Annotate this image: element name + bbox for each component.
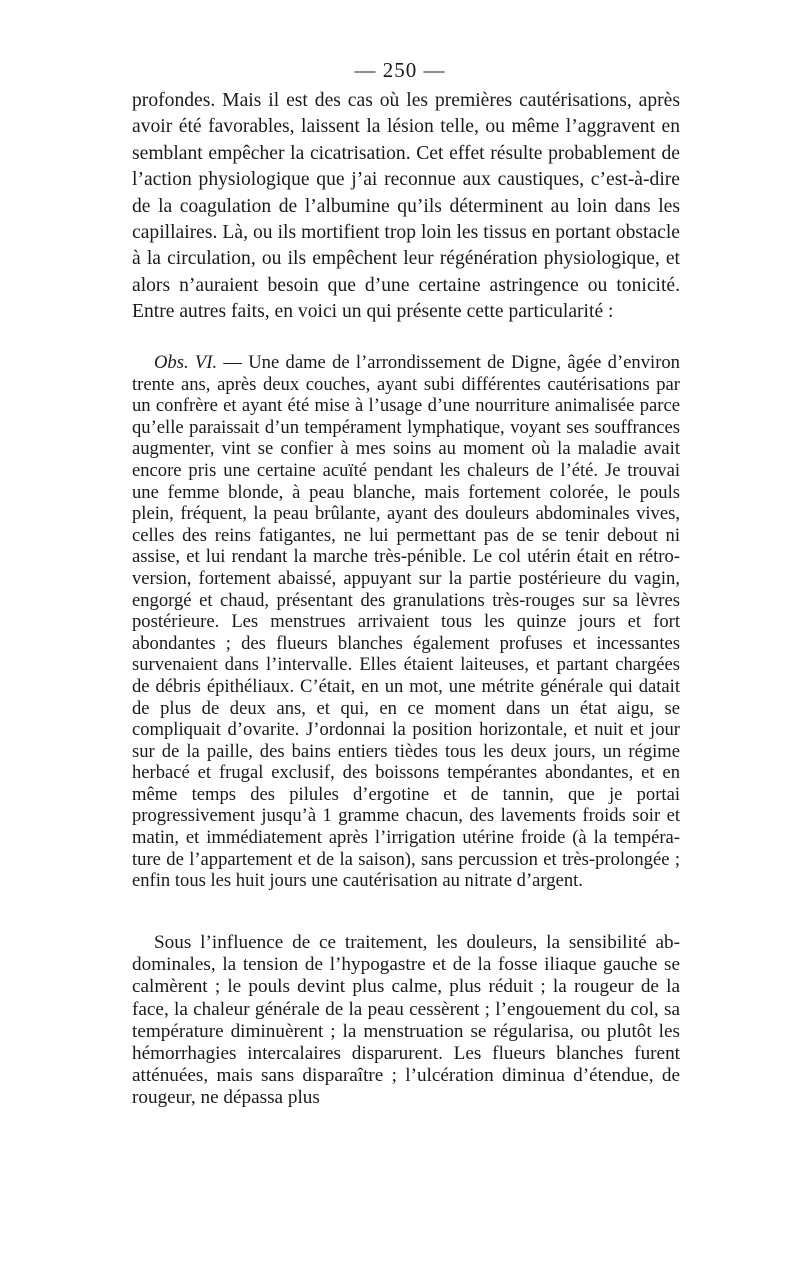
paragraph-treatment-result <box>132 932 680 1110</box>
observation-label: Obs. VI. <box>154 352 218 373</box>
observation-text: — Une dame de l’arrondissement de Digne, âgée d’environ trente ans, après deux couches, ayant subi différentes cautérisations par un confrère et ayant été mise à l’usage d’une nourriture animalisée parce qu’elle paraissait d’un tempérament lymphatique, voyant ses souffrances augmenter, vint se confier à mes soins au moment où la maladie avait encore pris une certaine acuïté pendant les chaleurs de l’été. Je trouvai une femme blonde, à peau blanche, mais fortement colorée, le pouls plein, fréquent, la peau brûlante, ayant des douleurs abdominales vives, celles des reins fatigantes, ne lui permettant pas de se tenir debout ni assise, et lui rendant la marche très-pénible. Le col utérin était en rétroversion, fortement abaissé, appuyant sur la partie postérieure du vagin, engorgé et chaud, présentant des granulations très-rouges sur sa lèvres postérieure. Les menstrues arrivaient tous les quinze jours et fort abondantes ; des flueurs blanches également profuses et incessantes survenaient dans l’intervalle. Elles étaient laiteuses, et partant chargées de débris épithéliaux. C’était, en un mot, une métrite générale qui datait de plus de deux ans, et qui, en ce moment dans un état aigu, se compliquait d’ovarite. J’ordonnai la position horizontale, et nuit et jour sur de la paille, des bains entiers tièdes tous les deux jours, un régime herbacé et frugal exclusif, des boissons tempérantes abondantes, et en même temps des pilules d’ergotine et de tannin, que je portai progressivement jusqu’à 1 gramme chacun, des lavements froids soir et matin, et immédiatement après l’irrigation utérine froide (à la température de l’appartement et de la saison), sans percussion et très-prolongée ; enfin tous les huit jours une cautérisation au nitrate d’argent. <box>132 352 680 892</box>
paragraph-intro: profondes. Mais il est des cas où les premières cautérisations, après avoir été favorables, laissent la lésion telle, ou même l’aggravent en semblant empêcher la cicatrisation. Cet effet résulte probablement de l’action physiologique que j’ai reconnue aux caustiques, c’est-à-dire de la coagulation de l’albumine qu’ils déterminent au loin dans les capillaires. Là, ou ils mortifient trop loin les tissus en portant obstacle à la circulation, ou ils empêchent leur régénération physiologique, et alors n’auraient besoin que d’une certaine astringence ou tonicité. Entre autres faits, en voici un qui présente cette particularité : <box>132 90 680 323</box>
treatment-result-text: Sous l’influence de ce traitement, les douleurs, la sensibilité abdominales, la tension de l’hypogastre et de la fosse iliaque gauche se calmèrent ; le pouls devint plus calme, plus réduit ; la rougeur de la face, la chaleur générale de la peau cessèrent ; l’engouement du col, sa température diminuèrent ; la menstruation se régularisa, ou plutôt les hémorrhagies intercalaires disparurent. Les flueurs blanches furent atténuées, mais sans disparaître ; l’ulcération diminua d’étendue, de rougeur, ne dépassa plus <box>132 932 680 1109</box>
page-number: — 250 — <box>354 58 446 82</box>
paragraph-observation <box>132 352 680 892</box>
